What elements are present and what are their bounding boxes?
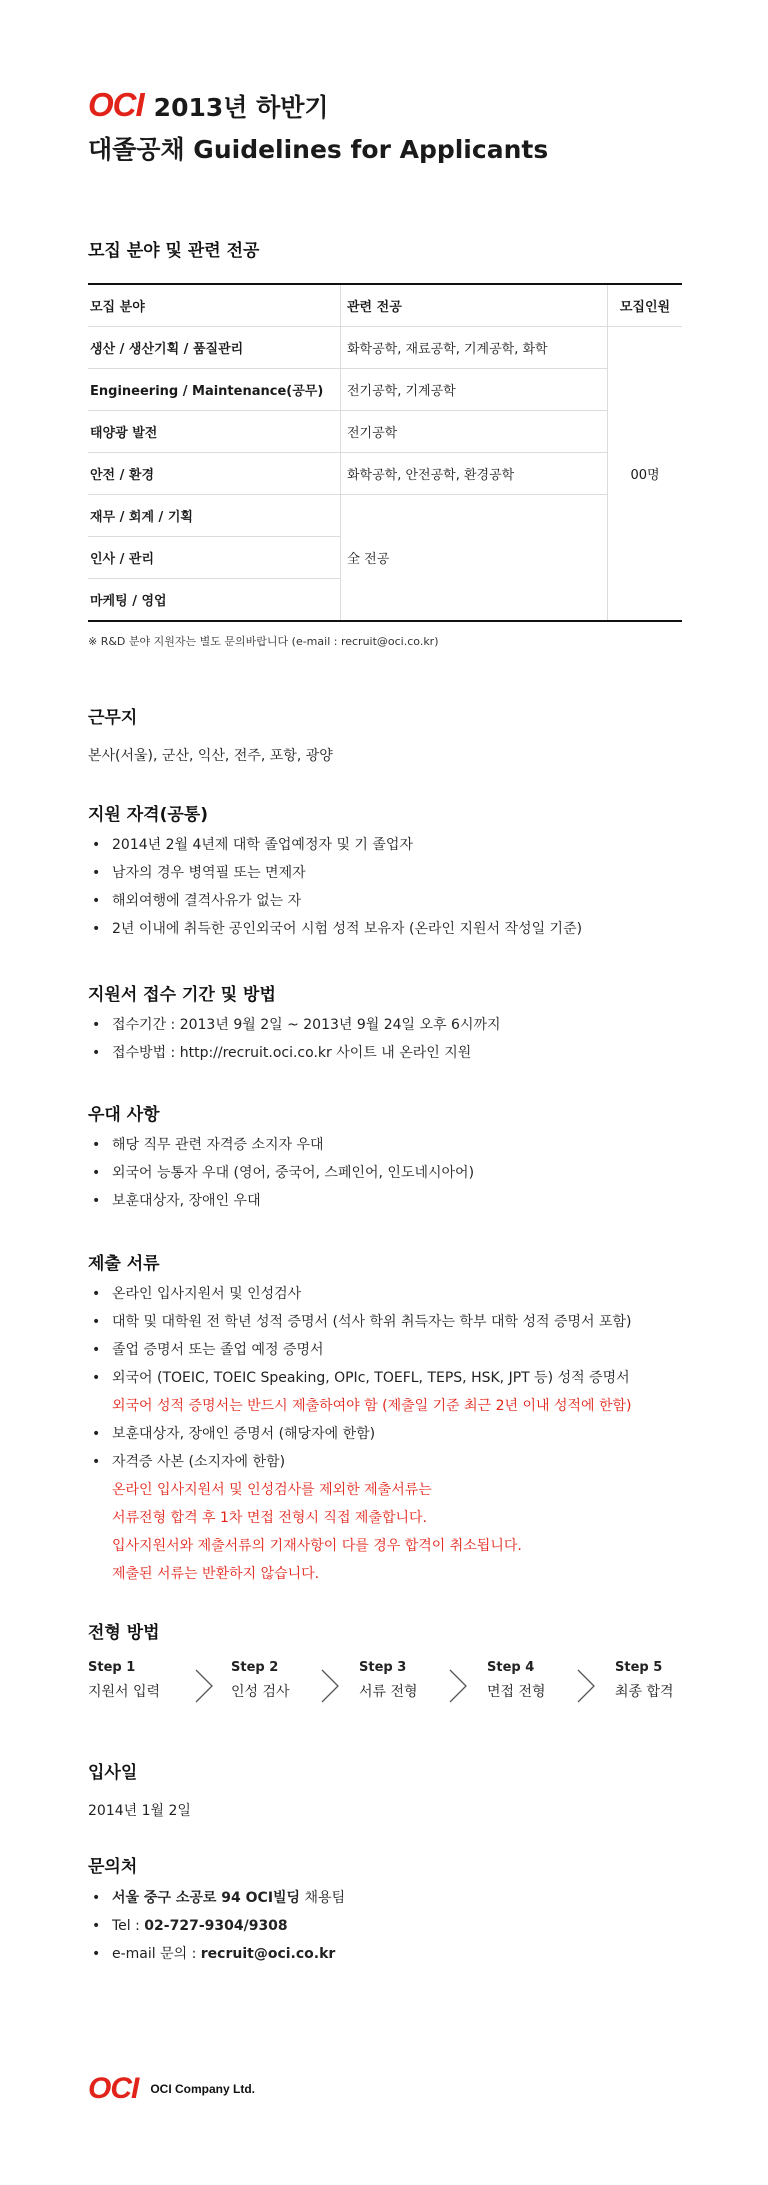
field-cell: 태양광 발전 bbox=[88, 411, 341, 453]
table-row bbox=[88, 411, 682, 453]
chevron-right-icon bbox=[316, 1666, 342, 1706]
join-date-text: 2014년 1월 2일 bbox=[88, 1803, 191, 1819]
count-cell: 00명 bbox=[608, 327, 683, 622]
oci-footer-logo: OCI bbox=[88, 2072, 139, 2105]
recruit-table bbox=[88, 283, 682, 622]
list-item: • 온라인 입사지원서 및 인성검사 bbox=[92, 1286, 302, 1302]
qualification-list bbox=[88, 831, 582, 943]
submission-note: 제출된 서류는 반환하지 않습니다. bbox=[112, 1566, 320, 1582]
application-title: 지원서 접수 기간 및 방법 bbox=[88, 985, 276, 1005]
step-name: 지원서 입력 bbox=[88, 1684, 161, 1700]
process-step bbox=[359, 1660, 418, 1701]
list-item: • 보훈대상자, 장애인 우대 bbox=[92, 1193, 261, 1209]
table-row bbox=[88, 495, 682, 537]
contact-email[interactable]: recruit@oci.co.kr bbox=[200, 1946, 336, 1962]
step-name: 서류 전형 bbox=[359, 1684, 418, 1700]
process-step bbox=[615, 1660, 674, 1701]
contact-title: 문의처 bbox=[88, 1857, 138, 1877]
header-field: 모집 분야 bbox=[88, 284, 341, 327]
submission-note: 입사지원서와 제출서류의 기재사항이 다를 경우 합격이 취소됩니다. bbox=[112, 1538, 522, 1554]
major-cell: 전기공학, 기계공학 bbox=[341, 369, 608, 411]
step-label: Step 2 bbox=[231, 1660, 279, 1675]
join-date-title: 입사일 bbox=[88, 1763, 138, 1783]
application-list bbox=[88, 1011, 501, 1067]
submission-note: 서류전형 합격 후 1차 면접 전형시 직접 제출합니다. bbox=[112, 1510, 427, 1526]
contact-list bbox=[88, 1884, 345, 1968]
chevron-right-icon bbox=[190, 1666, 216, 1706]
table-row bbox=[88, 327, 682, 369]
qualification-title: 지원 자격(공통) bbox=[88, 805, 208, 825]
process-step bbox=[231, 1660, 290, 1701]
table-header-row bbox=[88, 284, 682, 327]
contact-address-suffix: 채용팀 bbox=[300, 1890, 346, 1906]
header-major: 관련 전공 bbox=[341, 284, 608, 327]
list-item: • e-mail 문의 : recruit@oci.co.kr bbox=[92, 1946, 336, 1962]
work-location-text: 본사(서울), 군산, 익산, 전주, 포항, 광양 bbox=[88, 748, 333, 764]
process-step bbox=[88, 1660, 160, 1701]
major-cell: 화학공학, 재료공학, 기계공학, 화학 bbox=[341, 327, 608, 369]
field-cell: Engineering / Maintenance(공무) bbox=[88, 369, 341, 411]
list-item: • 2년 이내에 취득한 공인외국어 시험 성적 보유자 (온라인 지원서 작성일 기준) bbox=[92, 921, 583, 937]
step-label: Step 5 bbox=[615, 1660, 663, 1675]
contact-email-label: e-mail 문의 : bbox=[112, 1946, 201, 1962]
chevron-right-icon bbox=[444, 1666, 470, 1706]
oci-logo: OCI bbox=[88, 86, 144, 123]
list-item: • 보훈대상자, 장애인 증명서 (해당자에 한함) bbox=[92, 1426, 376, 1442]
documents-list bbox=[88, 1280, 632, 1588]
step-label: Step 4 bbox=[487, 1660, 535, 1675]
table-row bbox=[88, 453, 682, 495]
list-item: • 접수기간 : 2013년 9월 2일 ~ 2013년 9월 24일 오후 6시까지 bbox=[92, 1017, 501, 1033]
list-item: • 졸업 증명서 또는 졸업 예정 증명서 bbox=[92, 1342, 324, 1358]
step-name: 인성 검사 bbox=[231, 1684, 290, 1700]
language-note: 외국어 성적 증명서는 반드시 제출하여야 함 (제출일 기준 최근 2년 이내 성적에 한함) bbox=[112, 1398, 632, 1414]
header-line2: 대졸공채 Guidelines for Applicants bbox=[88, 135, 549, 164]
process-title: 전형 방법 bbox=[88, 1623, 160, 1643]
documents-title: 제출 서류 bbox=[88, 1254, 160, 1274]
list-item: • 2014년 2월 4년제 대학 졸업예정자 및 기 졸업자 bbox=[92, 837, 413, 853]
contact-tel: 02-727-9304/9308 bbox=[144, 1918, 288, 1934]
step-label: Step 3 bbox=[359, 1660, 407, 1675]
header-count: 모집인원 bbox=[608, 284, 683, 327]
field-cell: 인사 / 관리 bbox=[88, 537, 341, 579]
field-cell: 안전 / 환경 bbox=[88, 453, 341, 495]
step-name: 최종 합격 bbox=[615, 1684, 674, 1700]
process-steps bbox=[88, 1660, 688, 1720]
chevron-right-icon bbox=[572, 1666, 598, 1706]
contact-tel-label: Tel : bbox=[112, 1918, 145, 1934]
list-item: • 외국어 (TOEIC, TOEIC Speaking, OPIc, TOEFL, TEPS, HSK, JPT 등) 성적 증명서 bbox=[92, 1370, 630, 1386]
list-item: • 남자의 경우 병역필 또는 면제자 bbox=[92, 865, 306, 881]
page-header bbox=[88, 86, 548, 166]
submission-note: 온라인 입사지원서 및 인성검사를 제외한 제출서류는 bbox=[112, 1482, 432, 1498]
list-item: • 접수방법 : http://recruit.oci.co.kr 사이트 내 온라인 지원 bbox=[92, 1045, 472, 1061]
process-step bbox=[487, 1660, 546, 1701]
field-cell: 생산 / 생산기획 / 품질관리 bbox=[88, 327, 341, 369]
preference-list bbox=[88, 1131, 474, 1215]
merged-major-cell: 全 전공 bbox=[341, 495, 608, 622]
major-cell: 전기공학 bbox=[341, 411, 608, 453]
list-item: • 외국어 능통자 우대 (영어, 중국어, 스페인어, 인도네시아어) bbox=[92, 1165, 475, 1181]
rnd-note: ※ R&D 분야 지원자는 별도 문의바랍니다 (e-mail : recruit@oci.co.kr) bbox=[88, 635, 439, 648]
work-location-title: 근무지 bbox=[88, 708, 138, 728]
field-cell: 재무 / 회계 / 기획 bbox=[88, 495, 341, 537]
recruit-title: 모집 분야 및 관련 전공 bbox=[88, 241, 260, 261]
step-name: 면접 전형 bbox=[487, 1684, 546, 1700]
list-item: • 자격증 사본 (소지자에 한함) bbox=[92, 1454, 286, 1470]
major-cell: 화학공학, 안전공학, 환경공학 bbox=[341, 453, 608, 495]
contact-address: 서울 중구 소공로 94 OCI빌딩 bbox=[112, 1890, 301, 1906]
company-name: OCI Company Ltd. bbox=[150, 2082, 256, 2096]
list-item: • Tel : 02-727-9304/9308 bbox=[92, 1918, 288, 1934]
header-line1: 2013년 하반기 bbox=[153, 93, 329, 122]
list-item: • 해외여행에 결격사유가 없는 자 bbox=[92, 893, 302, 909]
preference-title: 우대 사항 bbox=[88, 1105, 160, 1125]
step-label: Step 1 bbox=[88, 1660, 136, 1675]
list-item: • 대학 및 대학원 전 학년 성적 증명서 (석사 학위 취득자는 학부 대학 성적 증명서 포함) bbox=[92, 1314, 632, 1330]
list-item: • 해당 직무 관련 자격증 소지자 우대 bbox=[92, 1137, 324, 1153]
table-row bbox=[88, 369, 682, 411]
page-footer bbox=[88, 2072, 255, 2106]
field-cell: 마케팅 / 영업 bbox=[88, 579, 341, 622]
list-item: • 서울 중구 소공로 94 OCI빌딩 채용팀 bbox=[92, 1890, 346, 1906]
